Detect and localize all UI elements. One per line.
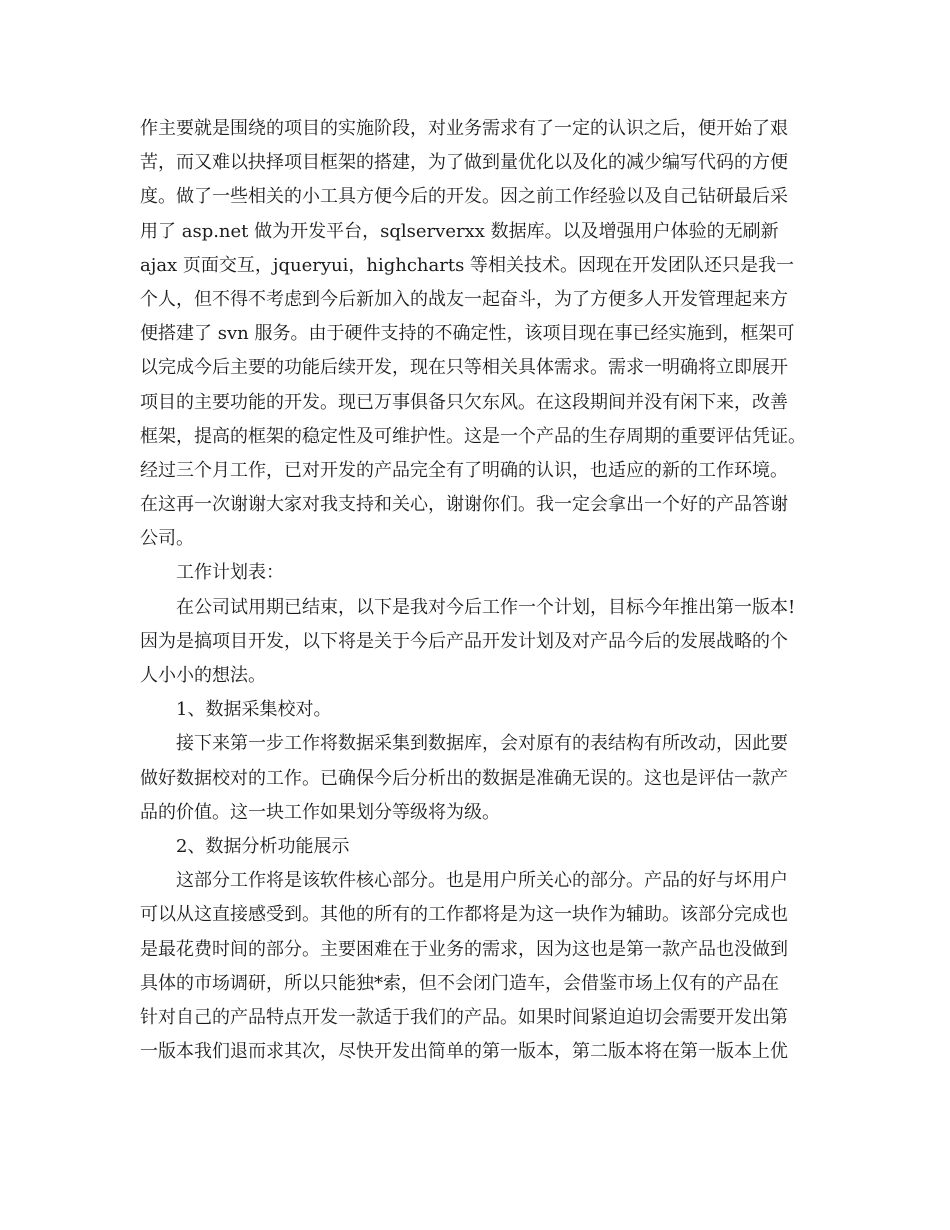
document-body [140, 112, 840, 1069]
text-line: 框架，提高的框架的稳定性及可维护性。这是一个产品的生存周期的重要评估凭证。 [140, 425, 806, 447]
text-line: 在公司试用期已结束，以下是我对今后工作一个计划，目标今年推出第一版本! [176, 596, 796, 618]
text-line: 公司。 [140, 528, 194, 550]
text-line: 一版本我们退而求其次，尽快开发出简单的第一版本，第二版本将在第一版本上优 [140, 1041, 788, 1063]
text-line: 接下来第一步工作将数据采集到数据库，会对原有的表结构有所改动，因此要 [176, 733, 788, 755]
text-line: 作主要就是围绕的项目的实施阶段，对业务需求有了一定的认识之后，便开始了艰 [140, 118, 788, 139]
text-line: 项目的主要功能的开发。现已万事俱备只欠东风。在这段期间并没有闲下来，改善 [140, 391, 788, 413]
text-line: 针对自己的产品特点开发一款适于我们的产品。如果时间紧迫迫切会需要开发出第 [140, 1006, 788, 1028]
text-line: ajax 页面交互，jqueryui，highcharts 等相关技术。因现在开发团队还只是我一 [140, 254, 795, 276]
text-line: 具体的市场调研，所以只能独*索，但不会闭门造车，会借鉴市场上仅有的产品在 [140, 972, 779, 994]
text-line: 做好数据校对的工作。已确保今后分析出的数据是准确无误的。这也是评估一款产 [140, 767, 788, 789]
text-line: 品的价值。这一块工作如果划分等级将为级。 [140, 801, 500, 823]
text-line: 这部分工作将是该软件核心部分。也是用户所关心的部分。产品的好与坏用户 [176, 870, 788, 892]
text-line: 是最花费时间的部分。主要困难在于业务的需求，因为这也是第一款产品也没做到 [140, 938, 788, 960]
text-line: 1、数据采集校对。 [176, 699, 332, 721]
text-line: 度。做了一些相关的小工具方便今后的开发。因之前工作经验以及自己钻研最后采 [140, 186, 788, 208]
text-line: 人小小的想法。 [140, 665, 266, 686]
text-line: 以完成今后主要的功能后续开发，现在只等相关具体需求。需求一明确将立即展开 [140, 357, 788, 379]
text-line: 苦，而又难以抉择项目框架的搭建，为了做到量优化以及化的减少编写代码的方便 [140, 152, 788, 174]
text-line: 可以从这直接感受到。其他的所有的工作都将是为这一块作为辅助。该部分完成也 [140, 904, 788, 926]
text-line: 2、数据分析功能展示 [176, 835, 350, 857]
text-line: 工作计划表： [176, 562, 284, 584]
text-line: 用了 asp.net 做为开发平台，sqlserverxx 数据库。以及增强用户体验的无刷新 [140, 220, 779, 242]
text-line: 便搭建了 svn 服务。由于硬件支持的不确定性，该项目现在事已经实施到，框架可 [140, 323, 795, 345]
text-line: 经过三个月工作，已对开发的产品完全有了明确的认识，也适应的新的工作环境。 [140, 459, 788, 481]
text-line: 在这再一次谢谢大家对我支持和关心，谢谢你们。我一定会拿出一个好的产品答谢 [140, 494, 788, 516]
text-line: 个人，但不得不考虑到今后新加入的战友一起奋斗，为了方便多人开发管理起来方 [140, 288, 788, 310]
text-line: 因为是搞项目开发，以下将是关于今后产品开发计划及对产品今后的发展战略的个 [140, 630, 788, 652]
